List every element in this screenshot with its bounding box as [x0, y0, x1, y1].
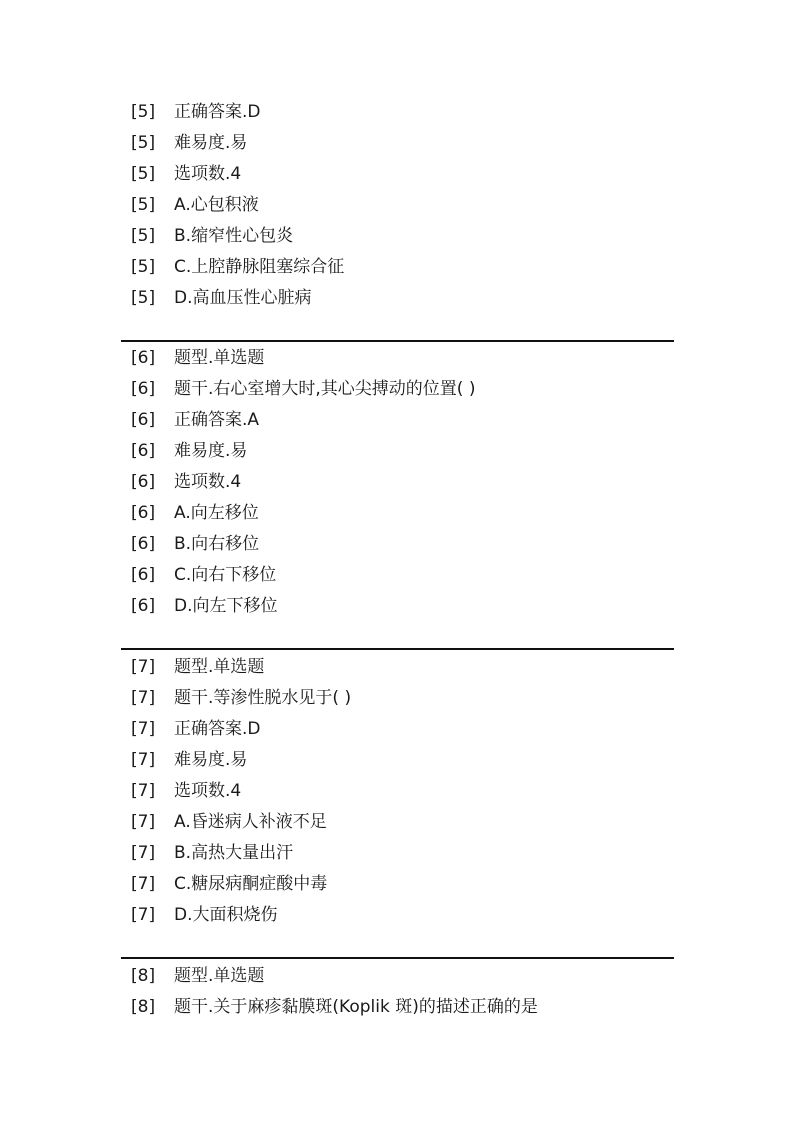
option-a: A.心包积液: [174, 195, 259, 215]
question-line: [121, 961, 674, 992]
question-number: [8]: [131, 966, 156, 986]
question-number: [5]: [131, 195, 156, 215]
option-d: D.高血压性心脏病: [174, 288, 312, 308]
question-block-8: [121, 961, 674, 1023]
question-separator: [121, 648, 674, 650]
question-number: [6]: [131, 472, 156, 492]
correct-answer: 正确答案.A: [174, 410, 260, 430]
question-number: [6]: [131, 379, 156, 399]
question-line: [121, 252, 674, 283]
question-type: 题型.单选题: [174, 966, 265, 986]
correct-answer: 正确答案.D: [174, 719, 261, 739]
question-line: [121, 190, 674, 221]
question-number: [7]: [131, 657, 156, 677]
question-number: [7]: [131, 719, 156, 739]
question-number: [5]: [131, 164, 156, 184]
question-type: 题型.单选题: [174, 657, 265, 677]
difficulty: 难易度.易: [174, 133, 248, 153]
question-line: [121, 97, 674, 128]
question-block-5: [121, 97, 674, 314]
question-line: [121, 838, 674, 869]
question-line: [121, 776, 674, 807]
question-line: [121, 436, 674, 467]
option-b: B.缩窄性心包炎: [174, 226, 294, 246]
question-number: [6]: [131, 503, 156, 523]
question-number: [7]: [131, 812, 156, 832]
difficulty: 难易度.易: [174, 441, 248, 461]
question-separator: [121, 340, 674, 342]
question-number: [6]: [131, 565, 156, 585]
option-d: D.向左下移位: [174, 596, 278, 616]
option-count: 选项数.4: [174, 472, 242, 492]
question-line: [121, 498, 674, 529]
question-number: [5]: [131, 102, 156, 122]
question-line: [121, 405, 674, 436]
option-a: A.昏迷病人补液不足: [174, 812, 327, 832]
question-line: [121, 683, 674, 714]
question-number: [6]: [131, 348, 156, 368]
question-line: [121, 560, 674, 591]
option-b: B.高热大量出汗: [174, 843, 294, 863]
question-stem: 题干.等渗性脱水见于( ): [174, 688, 352, 708]
option-c: C.向右下移位: [174, 565, 277, 585]
question-number: [7]: [131, 874, 156, 894]
question-line: [121, 221, 674, 252]
question-line: [121, 467, 674, 498]
option-c: C.糖尿病酮症酸中毒: [174, 874, 328, 894]
question-number: [7]: [131, 843, 156, 863]
question-separator: [121, 957, 674, 959]
question-number: [6]: [131, 441, 156, 461]
question-stem: 题干.关于麻疹黏膜斑(Koplik 斑)的描述正确的是: [174, 997, 538, 1017]
question-number: [5]: [131, 288, 156, 308]
question-number: [5]: [131, 257, 156, 277]
question-number: [5]: [131, 133, 156, 153]
question-block-7: [121, 652, 674, 931]
question-line: [121, 159, 674, 190]
option-count: 选项数.4: [174, 781, 242, 801]
question-line: [121, 900, 674, 931]
option-c: C.上腔静脉阻塞综合征: [174, 257, 345, 277]
question-number: [6]: [131, 410, 156, 430]
question-line: [121, 128, 674, 159]
question-line: [121, 283, 674, 314]
question-line: [121, 869, 674, 900]
question-number: [7]: [131, 781, 156, 801]
question-number: [8]: [131, 997, 156, 1017]
question-line: [121, 374, 674, 405]
question-number: [7]: [131, 905, 156, 925]
question-line: [121, 591, 674, 622]
option-a: A.向左移位: [174, 503, 259, 523]
question-stem: 题干.右心室增大时,其心尖搏动的位置( ): [174, 379, 476, 399]
option-d: D.大面积烧伤: [174, 905, 278, 925]
question-line: [121, 343, 674, 374]
question-line: [121, 714, 674, 745]
question-number: [6]: [131, 534, 156, 554]
question-number: [5]: [131, 226, 156, 246]
question-line: [121, 652, 674, 683]
question-number: [6]: [131, 596, 156, 616]
question-type: 题型.单选题: [174, 348, 265, 368]
difficulty: 难易度.易: [174, 750, 248, 770]
question-line: [121, 745, 674, 776]
question-line: [121, 992, 674, 1023]
question-line: [121, 807, 674, 838]
question-line: [121, 529, 674, 560]
option-b: B.向右移位: [174, 534, 260, 554]
option-count: 选项数.4: [174, 164, 242, 184]
question-block-6: [121, 343, 674, 622]
question-number: [7]: [131, 688, 156, 708]
question-number: [7]: [131, 750, 156, 770]
correct-answer: 正确答案.D: [174, 102, 261, 122]
